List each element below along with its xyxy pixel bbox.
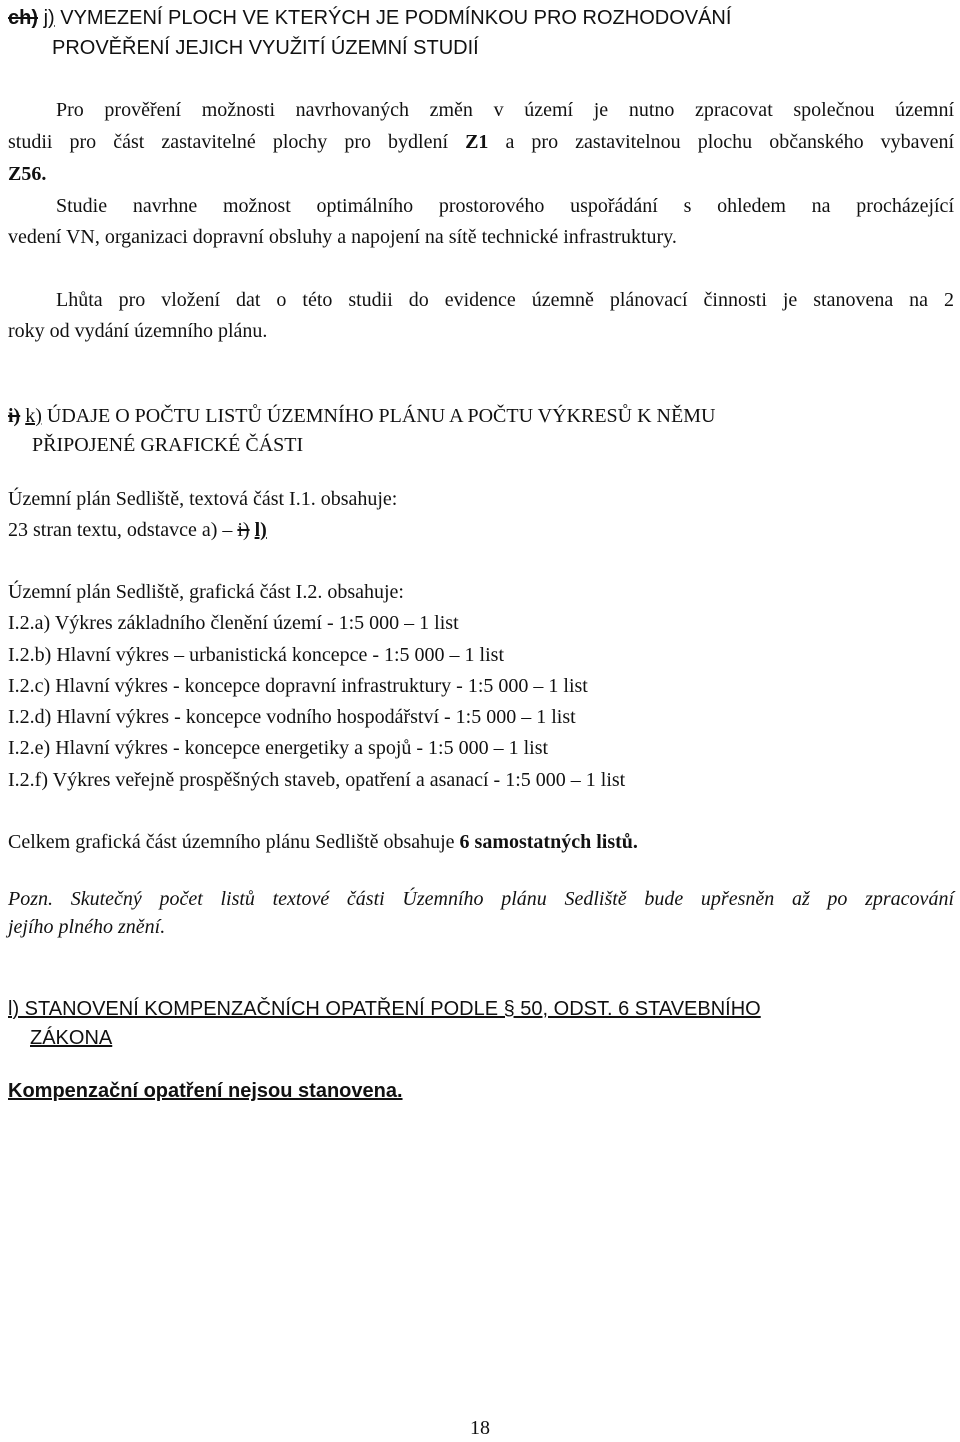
- drawing-list-item: I.2.b) Hlavní výkres – urbanistická koncepce - 1:5 000 – 1 list: [8, 644, 504, 666]
- heading-old-letter: i): [8, 405, 21, 427]
- section-j-heading-line2: PROVĚŘENÍ JEJICH VYUŽITÍ ÚZEMNÍ STUDIÍ: [52, 37, 479, 59]
- paragraph-line: Studie navrhne možnost optimálního prostorového uspořádání s ohledem na procházející: [56, 195, 954, 217]
- paragraph-line: [8, 128, 954, 156]
- text-part-pages: [8, 516, 954, 544]
- page-number: 18: [470, 1417, 490, 1439]
- drawing-list-item: I.2.a) Výkres základního členění území - 1:5 000 – 1 list: [8, 612, 459, 634]
- note-text: jejího plného znění.: [8, 916, 166, 938]
- heading-old-letter: ch): [8, 7, 38, 29]
- paragraph-line: Lhůta pro vložení dat o této studii do evidence územně plánovací činnosti je stanovena na 2: [56, 289, 954, 311]
- heading-text: VYMEZENÍ PLOCH VE KTERÝCH JE PODMÍNKOU PRO ROZHODOVÁNÍ: [54, 7, 732, 29]
- graphic-part-title: Územní plán Sedliště, grafická část I.2. obsahuje:: [8, 581, 404, 603]
- paragraph-line: Pro prověření možnosti navrhovaných změn v území je nutno zpracovat společnou územní: [56, 99, 954, 121]
- compensation-statement: [8, 1077, 954, 1105]
- statement-text: Kompenzační opatření nejsou stanovena.: [8, 1080, 403, 1102]
- heading-new-letter: j): [43, 7, 55, 29]
- plot-code: Z56.: [8, 163, 47, 185]
- drawing-list-item: I.2.d) Hlavní výkres - koncepce vodního hospodářství - 1:5 000 – 1 list: [8, 706, 576, 728]
- note-line: [8, 885, 954, 913]
- text-fragment: a pro zastavitelnou plochu občanského vybavení: [488, 131, 954, 153]
- sheet-count: 6 samostatných listů.: [459, 831, 638, 853]
- section-k-heading-line2: PŘIPOJENÉ GRAFICKÉ ČÁSTI: [32, 434, 304, 456]
- section-k-heading: [8, 402, 954, 430]
- old-letter: i): [237, 519, 250, 541]
- drawing-list-item: I.2.f) Výkres veřejně prospěšných staveb, opatření a asanací - 1:5 000 – 1 list: [8, 769, 626, 791]
- heading-text: ÚDAJE O POČTU LISTŮ ÚZEMNÍHO PLÁNU A POČTU VÝKRESŮ K NĚMU: [41, 405, 716, 427]
- note-text: Pozn. Skutečný počet listů textové části Územního plánu Sedliště bude upřesněn až po zpracování: [8, 888, 954, 910]
- text-fragment: Celkem grafická část územního plánu Sedliště obsahuje: [8, 831, 460, 853]
- total-sheets: [8, 828, 954, 856]
- section-l-heading-line2: ZÁKONA: [30, 1027, 113, 1049]
- section-l-heading: l) STANOVENÍ KOMPENZAČNÍCH OPATŘENÍ PODLE § 50, ODST. 6 STAVEBNÍHO: [8, 998, 761, 1020]
- drawing-list-item: I.2.e) Hlavní výkres - koncepce energetiky a spojů - 1:5 000 – 1 list: [8, 737, 549, 759]
- new-letter: l): [254, 519, 267, 541]
- paragraph-line: [8, 160, 954, 188]
- paragraph-line: roky od vydání územního plánu.: [8, 320, 268, 342]
- note-line: [8, 913, 954, 941]
- section-j-heading: [8, 4, 954, 32]
- paragraph-line: vedení VN, organizaci dopravní obsluhy a napojení na sítě technické infrastruktury.: [8, 226, 677, 248]
- drawing-list-item: I.2.c) Hlavní výkres - koncepce dopravní infrastruktury - 1:5 000 – 1 list: [8, 675, 588, 697]
- text-part-title: Územní plán Sedliště, textová část I.1. obsahuje:: [8, 488, 398, 510]
- text-fragment: studii pro část zastavitelné plochy pro bydlení: [8, 131, 466, 153]
- heading-new-letter: k): [25, 405, 42, 427]
- plot-code: Z1: [465, 131, 489, 153]
- text-fragment: 23 stran textu, odstavce a) –: [8, 519, 238, 541]
